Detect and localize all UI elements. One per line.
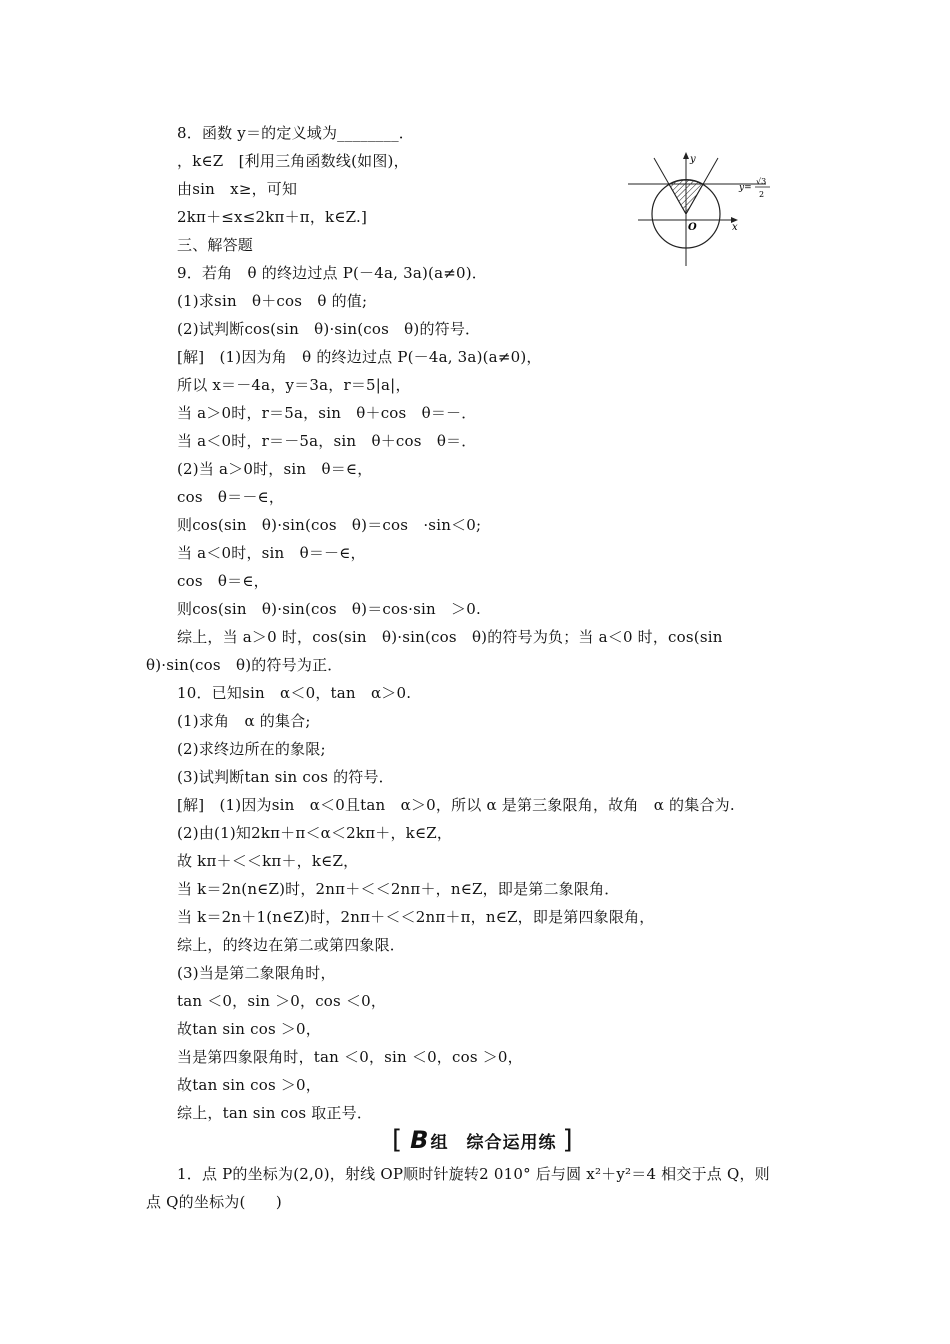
banner-title: 组 综合运用练 [430,1132,557,1153]
q10-text: 10．已知sin α＜0，tan α＞0. [177,684,412,702]
y-axis-label: y [690,154,696,165]
line-label-numerator: √3 [756,177,767,186]
q9-part2: (2)试判断cos(sin θ)·sin(cos θ)的符号． [177,320,481,338]
section-banner [392,1124,573,1156]
question-1-text: 点 Q的坐标为( ) [146,1193,282,1211]
q10-part1: (1)求角 α 的集合; [177,712,311,730]
solution-line: 所以 x＝－4a，y＝3a，r＝5|a|， [177,376,411,394]
q9-part1: (1)求sin θ＋cos θ 的值; [177,292,368,310]
solution-line: 则cos(sin θ)·sin(cos θ)＝cos ·sin＜0; [177,516,482,534]
solution-line: 当是第四象限角时，tan ＜0，sin ＜0，cos ＞0， [177,1048,523,1066]
section-heading: 三、解答题 [177,236,254,254]
solution-line: 当 a＜0时，sin θ＝－∈， [177,544,366,562]
line-label-denominator: 2 [759,190,765,199]
q10-part3: (3)试判断tan sin cos 的符号． [177,768,394,786]
banner-close-bracket: ] [562,1125,573,1155]
solution-line: 则cos(sin θ)·sin(cos θ)＝cos·sin ＞0. [177,600,481,618]
solution-line: cos θ＝－∈， [177,488,285,506]
solution-line: 综上，当 a＞0 时，cos(sin θ)·sin(cos θ)的符号为负；当 a＜0 时，cos(sin [177,628,723,646]
q9-text: 9．若角 θ 的终边过点 P(－4a, 3a)(a≠0)． [177,264,487,282]
unit-circle-diagram [628,150,788,270]
solution-line: cos θ＝∈， [177,572,269,590]
solution-line: 故tan sin cos ＞0， [177,1076,321,1094]
x-axis-label: x [732,222,738,233]
solution-line: θ)·sin(cos θ)的符号为正． [146,656,343,674]
solution-line: 故 kπ＋＜＜kπ＋，k∈Z， [177,852,359,870]
answer-line: ，k∈Z [利用三角函数线(如图)， [177,152,409,170]
y-axis-arrow-icon [683,152,689,159]
answer-line: 2kπ＋≤x≤2kπ＋π，k∈Z.] [177,208,368,226]
solution-line: tan ＜0，sin ＞0，cos ＜0， [177,992,387,1010]
answer-line: 由sin x≥，可知 [177,180,298,198]
unit-circle-figure [628,150,788,270]
solution-line: (3)当是第二象限角时， [177,964,336,982]
solution-line: 故tan sin cos ＞0， [177,1020,321,1038]
question-1-text: 1．点 P的坐标为(2,0)，射线 OP顺时针旋转2 010° 后与圆 x²＋y²＝4 相交于点 Q，则 [177,1165,770,1183]
line-label: y= [739,183,752,193]
solution-line: 当 k＝2n(n∈Z)时，2nπ＋＜＜2nπ＋，n∈Z，即是第二象限角． [177,880,620,898]
solution-line: 当 a＞0时，r＝5a，sin θ＋cos θ＝－． [177,404,477,422]
solution-line: 综上，的终边在第二或第四象限． [177,936,406,954]
solution-line: 综上，tan sin cos 取正号． [177,1104,373,1122]
q10-part2: (2)求终边所在的象限; [177,740,326,758]
solution-line: [解] (1)因为sin α＜0且tan α＞0，所以 α 是第三象限角，故角 α 的集合为. [177,796,735,814]
solution-line: 当 a＜0时，r＝－5a，sin θ＋cos θ＝． [177,432,477,450]
solution-line: [解] (1)因为角 θ 的终边过点 P(－4a, 3a)(a≠0)， [177,348,542,366]
q8-text: 8．函数 y＝的定义域为________． [177,124,414,142]
origin-label: O [688,222,697,233]
solution-line: (2)由(1)知2kπ＋π＜α＜2kπ＋，k∈Z， [177,824,453,842]
banner-letter: B [410,1126,429,1154]
solution-line: (2)当 a＞0时，sin θ＝∈， [177,460,373,478]
banner-open-bracket: [ [392,1125,403,1155]
solution-line: 当 k＝2n＋1(n∈Z)时，2nπ＋＜＜2nπ＋π，n∈Z，即是第四象限角， [177,908,655,926]
